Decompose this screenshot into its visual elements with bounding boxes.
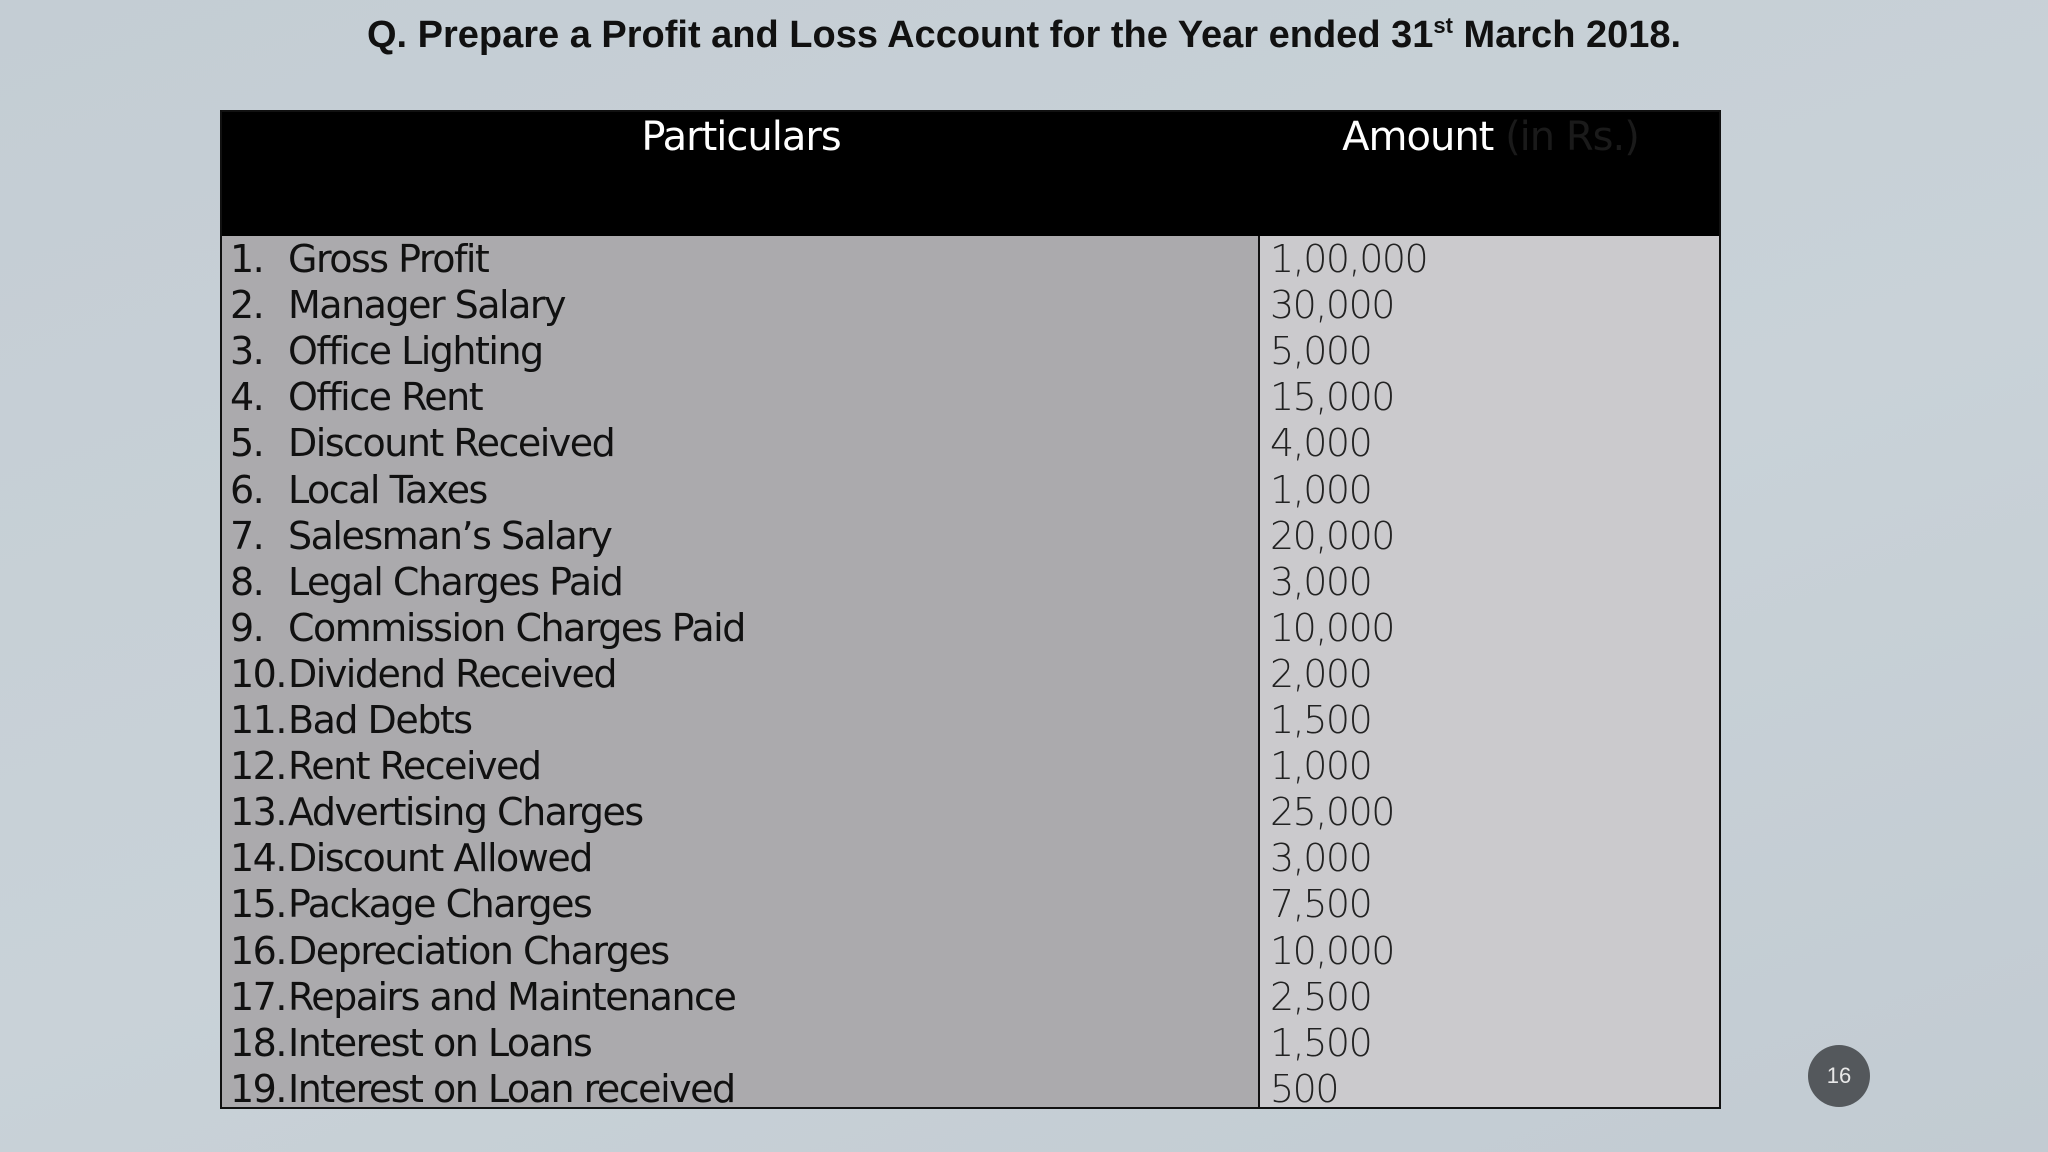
row-amount: 5,000 <box>1270 329 1372 374</box>
row-amount: 4,000 <box>1270 421 1372 466</box>
row-number: 9. <box>230 605 264 650</box>
row-number: 1. <box>230 237 264 281</box>
row-amount: 1,000 <box>1270 744 1372 789</box>
row-amount: 1,00,000 <box>1270 237 1428 281</box>
row-amount: 20,000 <box>1270 513 1394 558</box>
header-amount-label: Amount <box>1342 114 1494 160</box>
row-amount: 15,000 <box>1270 375 1394 420</box>
row-particular: Package Charges <box>288 882 592 927</box>
amount-column <box>1260 236 1719 1111</box>
row-particular: Commission Charges Paid <box>288 605 745 650</box>
row-number: 16. <box>230 928 286 973</box>
row-particular: Rent Received <box>288 744 541 789</box>
row-particular: Manager Salary <box>288 283 566 328</box>
row-amount: 3,000 <box>1270 559 1372 604</box>
row-particular: Local Taxes <box>288 467 487 512</box>
row-amount: 10,000 <box>1270 605 1394 650</box>
page-number-badge: 16 <box>1808 1045 1870 1107</box>
row-number: 14. <box>230 836 286 881</box>
row-number: 5. <box>230 421 264 466</box>
row-number: 4. <box>230 375 264 420</box>
profit-loss-table <box>220 110 1721 1109</box>
row-amount: 1,500 <box>1270 698 1372 742</box>
row-particular: Discount Received <box>288 421 615 466</box>
slide-title <box>0 14 2048 57</box>
particulars-column <box>222 236 1260 1111</box>
row-amount: 30,000 <box>1270 283 1394 328</box>
row-particular: Interest on Loans <box>288 1020 592 1065</box>
row-particular: Bad Debts <box>288 698 472 742</box>
row-amount: 10,000 <box>1270 928 1394 973</box>
row-number: 6. <box>230 467 264 512</box>
row-particular: Gross Profit <box>288 237 489 281</box>
title-suffix: March 2018. <box>1452 14 1682 56</box>
header-amount-unit: (in Rs.) <box>1493 114 1639 160</box>
row-amount: 25,000 <box>1270 790 1394 835</box>
row-number: 18. <box>230 1020 286 1065</box>
row-amount: 2,000 <box>1270 651 1372 696</box>
row-amount: 500 <box>1270 1066 1339 1111</box>
header-amount <box>1260 112 1721 162</box>
row-amount: 3,000 <box>1270 836 1372 881</box>
row-particular: Office Rent <box>288 375 483 420</box>
row-number: 12. <box>230 744 286 789</box>
row-particular: Interest on Loan received <box>288 1066 735 1111</box>
row-number: 11. <box>230 698 286 742</box>
row-number: 19. <box>230 1066 286 1111</box>
row-amount: 1,500 <box>1270 1020 1372 1065</box>
row-particular: Advertising Charges <box>288 790 643 835</box>
row-particular: Office Lighting <box>288 329 543 374</box>
title-text: Q. Prepare a Profit and Loss Account for the Year ended 31 <box>366 14 1434 56</box>
row-particular: Legal Charges Paid <box>288 559 623 604</box>
row-particular: Dividend Received <box>288 651 617 696</box>
row-number: 2. <box>230 283 264 328</box>
row-number: 3. <box>230 329 264 374</box>
row-number: 10. <box>230 651 286 696</box>
header-particulars: Particulars <box>641 114 841 160</box>
row-number: 8. <box>230 559 264 604</box>
row-particular: Discount Allowed <box>288 836 592 881</box>
row-number: 7. <box>230 513 264 558</box>
row-number: 15. <box>230 882 286 927</box>
row-particular: Repairs and Maintenance <box>288 974 736 1019</box>
row-number: 17. <box>230 974 286 1019</box>
title-superscript: st <box>1433 13 1453 38</box>
row-number: 13. <box>230 790 286 835</box>
row-amount: 1,000 <box>1270 467 1372 512</box>
row-amount: 2,500 <box>1270 974 1372 1019</box>
row-amount: 7,500 <box>1270 882 1372 927</box>
row-particular: Salesman’s Salary <box>288 513 612 558</box>
table-header <box>222 112 1719 236</box>
row-particular: Depreciation Charges <box>288 928 669 973</box>
